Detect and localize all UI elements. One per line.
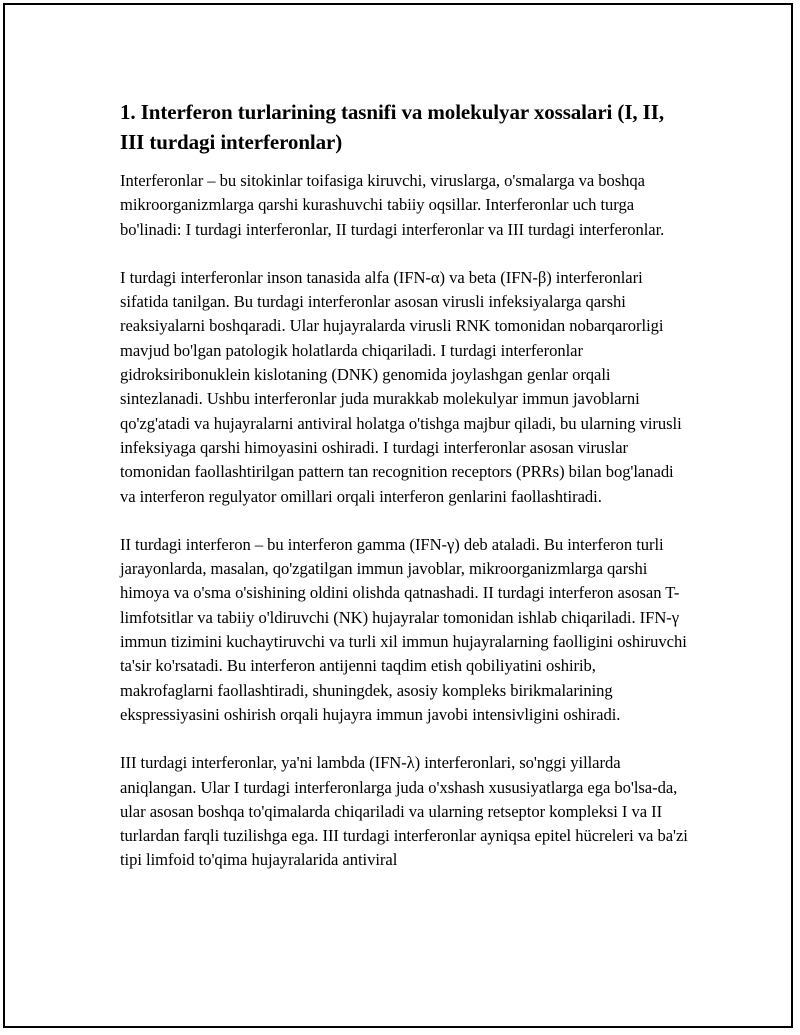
paragraph-type-three: III turdagi interferonlar, ya'ni lambda (IFN-λ) interferonlari, so'nggi yillarda aniqlangan. Ular I turdagi interferonlarga juda o'xshash xususiyatlarga ega bo'lsa-da, ular asosan boshqa to'qimalarda chiqariladi va ularning retseptor kompleksi I va II turlardan farqli tuzilishga ega. III turdagi interferonlar ayniqsa epitel hücreleri va ba'zi tipi limfoid to'qima hujayralarida antiviral (120, 753, 688, 870)
document-body (120, 97, 690, 897)
document-page (3, 3, 793, 1028)
section-heading: 1. Interferon turlarining tasnifi va molekulyar xossalari (I, II, III turdagi interferonlar) (120, 100, 664, 154)
paragraph-type-one: I turdagi interferonlar inson tanasida alfa (IFN-α) va beta (IFN-β) interferonlari sifatida tanilgan. Bu turdagi interferonlar asosan virusli infeksiyalarga qarshi reaksiyalarni boshqaradi. Ular hujayralarda virusli RNK tomonidan nobarqarorligi mavjud bo'lgan patologik holatlarda chiqariladi. I turdagi interferonlar gidroksiribonuklein kislotaning (DNK) genomida joylashgan genlar orqali sintezlanadi. Ushbu interferonlar juda murakkab molekulyar immun javoblarni qo'zg'atadi va hujayralarni antiviral holatga o'tishga majbur qiladi, bu ularning virusli infeksiyaga qarshi himoyasini oshiradi. I turdagi interferonlar asosan viruslar tomonidan faollashtirilgan pattern tan recognition receptors (PRRs) bilan bog'lanadi va interferon regulyator omillari orqali interferon genlarini faollashtiradi. (120, 267, 682, 506)
paragraph-intro: Interferonlar – bu sitokinlar toifasiga kiruvchi, viruslarga, o'smalarga va boshqa mikroorganizmlarga qarshi kurashuvchi tabiiy oqsillar. Interferonlar uch turga bo'linadi: I turdagi interferonlar, II turdagi interferonlar va III turdagi interferonlar. (120, 171, 665, 239)
paragraph-type-two: II turdagi interferon – bu interferon gamma (IFN-γ) deb ataladi. Bu interferon turli jarayonlarda, masalan, qo'zgatilgan immun javoblar, mikroorganizmlarga qarshi himoya va o'sma o'sishining oldini olishda qatnashadi. II turdagi interferon asosan T-limfotsitlar va tabiiy o'ldiruvchi (NK) hujayralar tomonidan ishlab chiqariladi. IFN-γ immun tizimini kuchaytiruvchi va turli xil immun hujayralarning faolligini oshiruvchi ta'sir ko'rsatadi. Bu interferon antijenni taqdim etish qobiliyatini oshirib, makrofaglarni faollashtiradi, shuningdek, asosiy kompleks birikmalarining ekspressiyasini oshirish orqali hujayra immun javobi intensivligini oshiradi. (120, 534, 687, 724)
